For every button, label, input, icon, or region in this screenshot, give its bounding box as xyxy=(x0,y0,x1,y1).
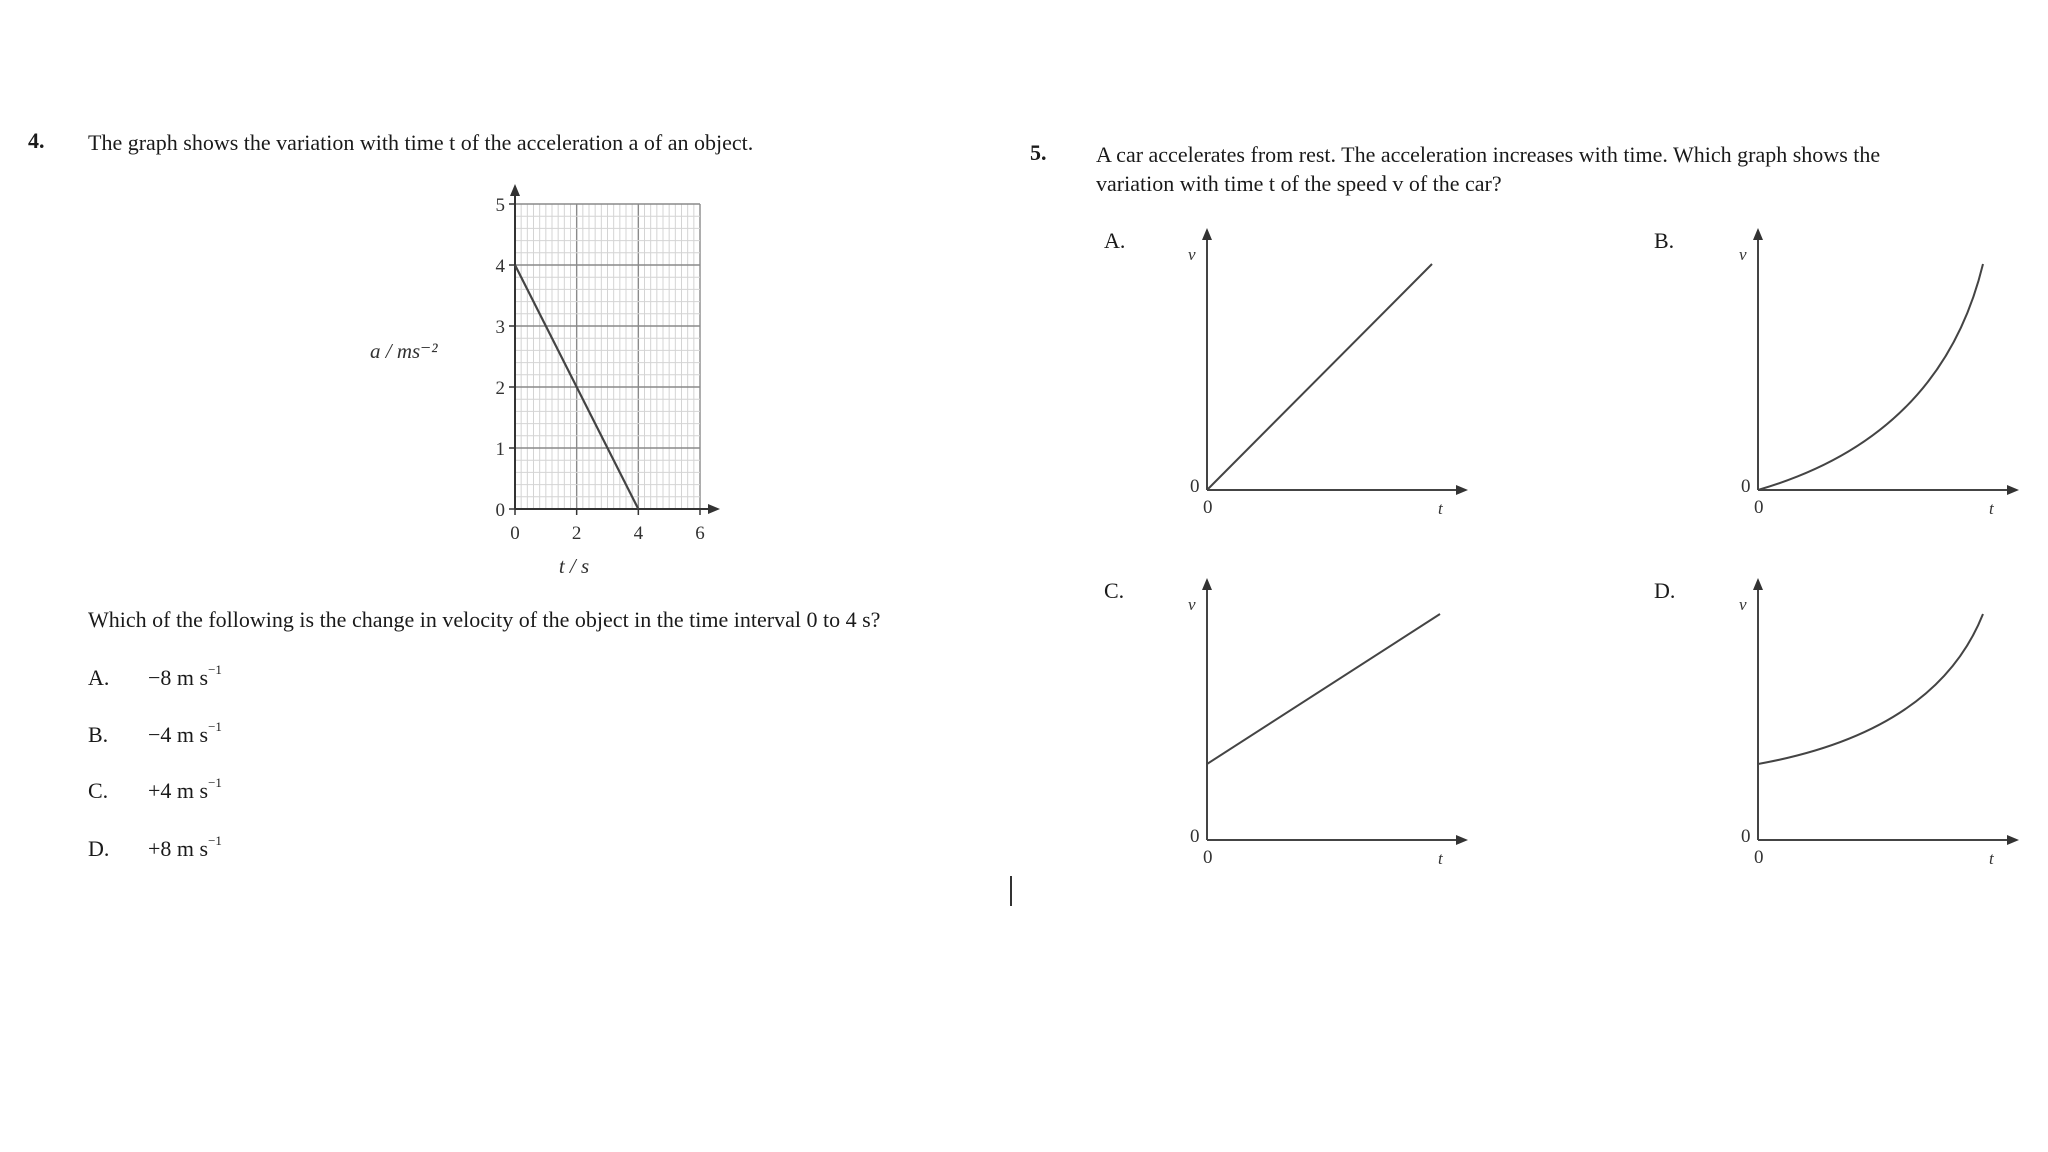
origin-label-y: 0 xyxy=(1741,476,1751,497)
option-letter: D. xyxy=(1654,578,1676,603)
option-value: −4 m $s^{-1}$ xyxy=(148,719,222,747)
speed-time-graph-b xyxy=(1721,222,2021,522)
y-axis-label: a / ms⁻² xyxy=(370,339,438,363)
x-axis-label: t xyxy=(1989,499,1994,518)
speed-curve xyxy=(1758,264,1983,490)
origin-label-x: 0 xyxy=(1754,847,1764,868)
x-axis-label: t xyxy=(1438,499,1443,518)
option-value: −8 m $s^{-1}$ xyxy=(148,662,222,690)
x-tick-label: 6 xyxy=(695,523,705,544)
option-letter: B. xyxy=(1654,228,1675,253)
question-prompt-line-1: A car accelerates from rest. The acceleration increases with time. Which graph shows the xyxy=(1096,142,1881,167)
option-letter: A. xyxy=(88,665,110,690)
x-axis-arrow xyxy=(708,504,720,514)
question-number: 4. xyxy=(28,128,45,153)
x-tick-label: 4 xyxy=(633,523,644,544)
question-prompt-line-2: variation with time t of the speed v of the car? xyxy=(1096,171,1502,196)
y-tick-label: 0 xyxy=(495,500,505,521)
y-tick-label: 3 xyxy=(495,317,505,338)
origin-label-y: 0 xyxy=(1741,826,1751,847)
x-tick-label: 2 xyxy=(571,523,582,544)
speed-curve xyxy=(1758,614,1983,764)
origin-label-x: 0 xyxy=(1754,497,1764,518)
origin-label-x: 0 xyxy=(1203,847,1213,868)
origin-label-y: 0 xyxy=(1190,826,1200,847)
question-prompt: The graph shows the variation with time t of the acceleration a of an object. xyxy=(88,130,754,155)
x-axis-label: t / s xyxy=(558,554,590,578)
y-tick-label: 5 xyxy=(495,195,505,216)
option-letter: C. xyxy=(1104,578,1125,603)
option-letter: B. xyxy=(88,722,109,747)
option-letter: D. xyxy=(88,836,110,861)
speed-time-graph-a xyxy=(1170,222,1470,522)
y-tick-label: 2 xyxy=(495,378,505,399)
speed-time-graph-d xyxy=(1721,572,2021,872)
y-tick-label: 4 xyxy=(495,256,505,277)
y-axis-label: v xyxy=(1739,595,1747,614)
graph-grid xyxy=(515,204,700,509)
x-axis-label: t xyxy=(1989,849,1994,868)
question-text: Which of the following is the change in velocity of the object in the time interval 0 to 4 s? xyxy=(88,607,881,632)
y-axis-label: v xyxy=(1739,245,1747,264)
x-axis-label: t xyxy=(1438,849,1443,868)
speed-time-graph-c xyxy=(1170,572,1470,872)
origin-label-y: 0 xyxy=(1190,476,1200,497)
option-letter: C. xyxy=(88,778,109,803)
y-axis-arrow xyxy=(510,184,520,196)
option-value: +4 m $s^{-1}$ xyxy=(148,775,222,803)
x-tick-label: 0 xyxy=(510,523,520,544)
question-number: 5. xyxy=(1030,140,1047,165)
y-axis-label: v xyxy=(1188,245,1196,264)
y-tick-label: 1 xyxy=(495,439,505,460)
option-value: +8 m $s^{-1}$ xyxy=(148,833,222,861)
y-axis-label: v xyxy=(1188,595,1196,614)
graph-axes xyxy=(509,184,720,515)
speed-curve xyxy=(1207,614,1440,764)
text-cursor xyxy=(1010,876,1012,906)
option-letter: A. xyxy=(1104,228,1126,253)
speed-curve xyxy=(1207,264,1432,490)
acceleration-time-graph xyxy=(360,180,730,590)
origin-label-x: 0 xyxy=(1203,497,1213,518)
